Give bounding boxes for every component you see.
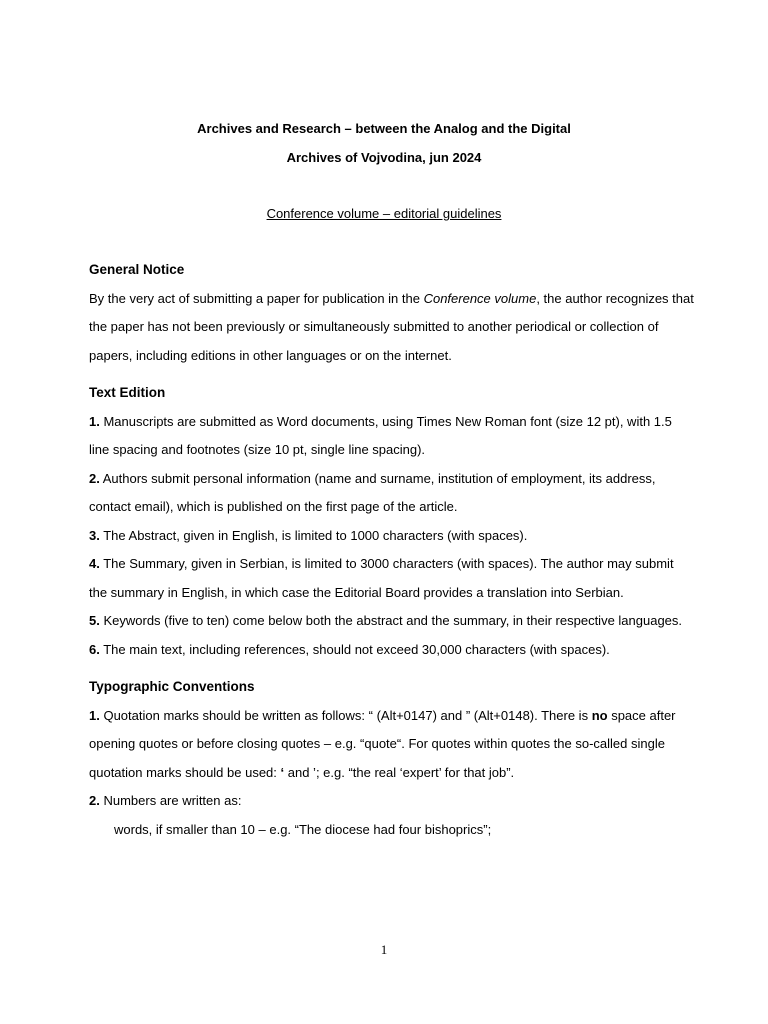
item-text: Authors submit personal information (name and surname, institution of employment, its address, contact email), which is published on the first page of the article. bbox=[89, 470, 656, 514]
general-notice-italic: Conference volume bbox=[423, 290, 537, 306]
document-body bbox=[89, 256, 694, 844]
text-edition-item bbox=[89, 465, 694, 522]
item-text: Manuscripts are submitted as Word documents, using Times New Roman font (size 12 pt), with 1.5 line spacing and footnotes (size 10 pt, single line spacing). bbox=[89, 413, 672, 457]
item-number: 1. bbox=[89, 707, 100, 723]
typographic-item bbox=[89, 702, 694, 788]
item-text: The Summary, given in Serbian, is limited to 3000 characters (with spaces). The author may submit the summary in English, in which case the Editorial Board provides a translation into Serbian. bbox=[89, 556, 674, 600]
general-notice-text-before: By the very act of submitting a paper for publication in the bbox=[89, 290, 424, 306]
item-text-before: Quotation marks should be written as follows: “ (Alt+0147) and ” (Alt+0148). There is bbox=[103, 707, 592, 723]
item-text: The main text, including references, should not exceed 30,000 characters (with spaces). bbox=[103, 641, 610, 657]
section-heading-text-edition: Text Edition bbox=[89, 385, 166, 400]
item-text: Keywords (five to ten) come below both the abstract and the summary, in their respective languages. bbox=[103, 613, 683, 628]
document-subtitle-line: Archives of Vojvodina, jun 2024 bbox=[286, 150, 482, 165]
item-text: Numbers are written as: bbox=[103, 793, 242, 808]
item-number: 1. bbox=[89, 413, 100, 429]
typographic-item bbox=[89, 787, 694, 816]
item-number: 5. bbox=[89, 613, 100, 628]
text-edition-item bbox=[89, 408, 694, 465]
item-number: 3. bbox=[89, 527, 100, 543]
general-notice-text-after: , the author recognizes that the paper has not been previously or simultaneously submitted to another periodical or collection of papers, including editions in other languages or on the internet. bbox=[89, 290, 694, 363]
document-subheading bbox=[0, 206, 768, 221]
text-edition-item bbox=[89, 636, 694, 665]
general-notice-paragraph bbox=[89, 285, 694, 371]
text-edition-item bbox=[89, 522, 694, 551]
subheading-text: Conference volume – editorial guidelines bbox=[266, 206, 502, 221]
typographic-subitem: words, if smaller than 10 – e.g. “The diocese had four bishoprics”; bbox=[114, 821, 492, 837]
text-edition-item bbox=[89, 607, 694, 636]
text-edition-item bbox=[89, 550, 694, 607]
section-heading-general-notice: General Notice bbox=[89, 262, 185, 277]
item-text: The Abstract, given in English, is limited to 1000 characters (with spaces). bbox=[103, 527, 528, 543]
document-title: Archives and Research – between the Analog and the Digital bbox=[197, 121, 571, 136]
item-number: 4. bbox=[89, 556, 100, 571]
item-text-after-2: and ’; e.g. “the real ‘expert’ for that job”. bbox=[284, 764, 515, 780]
page-number: 1 bbox=[380, 942, 388, 957]
item-bold-no: no bbox=[591, 707, 608, 723]
item-number: 6. bbox=[89, 641, 100, 657]
item-number: 2. bbox=[89, 793, 100, 808]
section-heading-typographic: Typographic Conventions bbox=[89, 679, 255, 694]
item-number: 2. bbox=[89, 470, 100, 486]
item-text-after: space after opening quotes or before closing quotes – e.g. “quote“. For quotes within quotes the so-called single quotation marks should be used: bbox=[89, 707, 676, 780]
item-bold-quote: ‘ bbox=[280, 764, 285, 780]
